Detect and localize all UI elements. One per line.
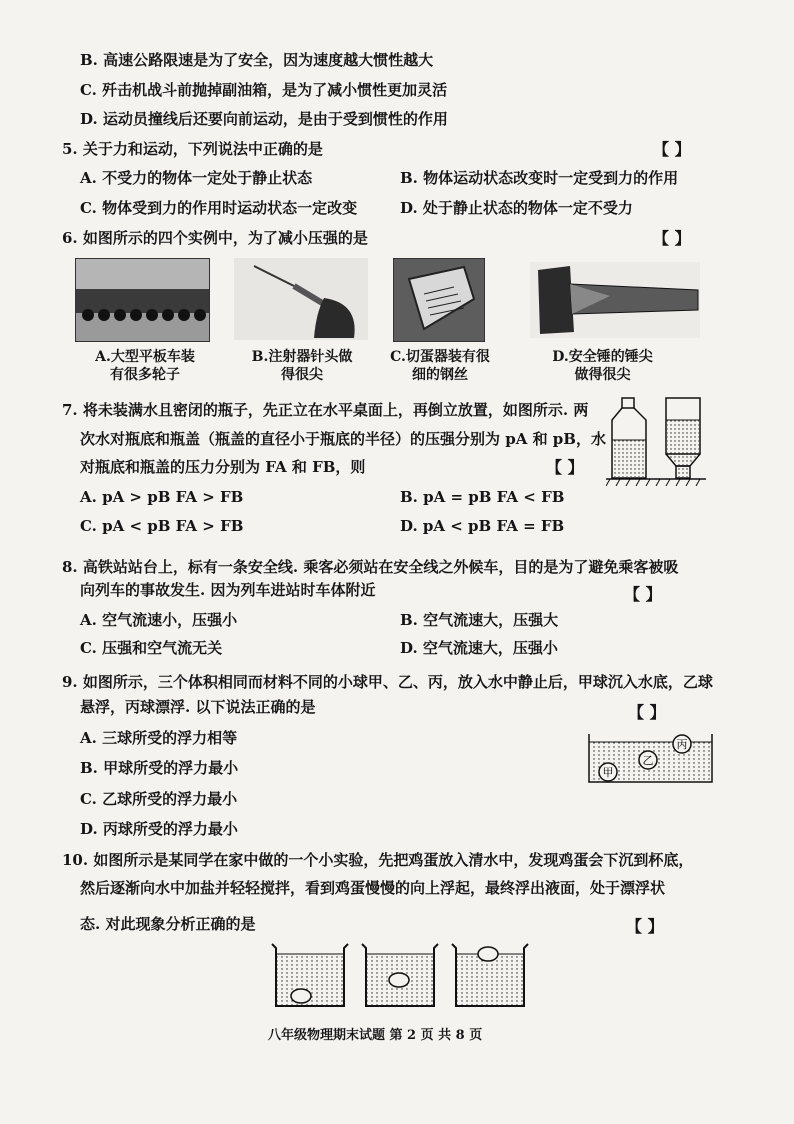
- egg-slicer-photo: [393, 258, 485, 342]
- q5-option-a: A. 不受力的物体一定处于静止状态: [80, 169, 313, 187]
- q6-caption-c: C.切蛋器装有很 细的钢丝: [390, 349, 490, 383]
- egg-floating: [478, 947, 498, 961]
- q8-option-c: C. 压强和空气流无关: [80, 639, 223, 657]
- q8-option-b: B. 空气流速大，压强大: [400, 611, 559, 629]
- egg-sunk: [291, 989, 311, 1003]
- q5-answer-bracket: 【 】: [653, 140, 691, 159]
- q5-stem: 5. 关于力和运动，下列说法中正确的是: [62, 140, 323, 158]
- q8-stem-line1: 8. 高铁站站台上，标有一条安全线. 乘客必须站在安全线之外候车，目的是为了避免乘客被吸: [62, 558, 679, 576]
- q7-answer-bracket: 【 】: [546, 458, 584, 477]
- q8-option-a: A. 空气流速小，压强小: [80, 611, 238, 629]
- q7-option-a: A. pA > pB FA > FB: [80, 488, 244, 506]
- q5-option-c: C. 物体受到力的作用时运动状态一定改变: [80, 199, 358, 217]
- q10-stem-line1: 10. 如图所示是某同学在家中做的一个小实验，先把鸡蛋放入清水中，发现鸡蛋会下沉到杯底，: [62, 851, 694, 869]
- q6-caption-a: A.大型平板车装 有很多轮子: [95, 349, 195, 383]
- safety-hammer-photo: [530, 262, 700, 338]
- q5-option-b: B. 物体运动状态改变时一定受到力的作用: [400, 169, 679, 187]
- egg-rising: [389, 973, 409, 987]
- q9-option-a: A. 三球所受的浮力相等: [80, 729, 238, 747]
- q6-stem: 6. 如图所示的四个实例中，为了减小压强的是: [62, 229, 368, 247]
- q4-option-d: D. 运动员撞线后还要向前运动，是由于受到惯性的作用: [80, 110, 448, 128]
- bottle-diagram: [606, 396, 706, 488]
- q7-option-d: D. pA < pB FA = FB: [400, 517, 565, 535]
- flatbed-truck-photo: [75, 258, 210, 342]
- q6-caption-d: D.安全锤的锤尖 做得很尖: [552, 349, 653, 383]
- svg-text:丙: 丙: [676, 738, 688, 751]
- q9-option-c: C. 乙球所受的浮力最小: [80, 790, 238, 808]
- q9-option-d: D. 丙球所受的浮力最小: [80, 820, 238, 838]
- svg-text:甲: 甲: [602, 766, 614, 779]
- q7-stem-line3: 对瓶底和瓶盖的压力分别为 FA 和 FB，则: [80, 458, 366, 476]
- q7-stem-line1: 7. 将未装满水且密闭的瓶子，先正立在水平桌面上，再倒立放置，如图所示. 两: [62, 401, 589, 419]
- q8-option-d: D. 空气流速大，压强小: [400, 639, 558, 657]
- q9-answer-bracket: 【 】: [628, 703, 666, 722]
- q7-option-b: B. pA = pB FA < FB: [400, 488, 565, 506]
- q6-answer-bracket: 【 】: [653, 229, 691, 248]
- q9-stem-line1: 9. 如图所示，三个体积相同而材料不同的小球甲、乙、丙，放入水中静止后，甲球沉入水底，乙球: [62, 673, 713, 691]
- q9-option-b: B. 甲球所受的浮力最小: [80, 759, 239, 777]
- q10-stem-line3: 态. 对此现象分析正确的是: [80, 915, 256, 933]
- q8-answer-bracket: 【 】: [624, 585, 662, 604]
- q9-stem-line2: 悬浮，丙球漂浮. 以下说法正确的是: [80, 698, 316, 716]
- q5-option-d: D. 处于静止状态的物体一定不受力: [400, 199, 633, 217]
- q7-option-c: C. pA < pB FA > FB: [80, 517, 244, 535]
- q10-stem-line2: 然后逐渐向水中加盐并轻轻搅拌，看到鸡蛋慢慢的向上浮起，最终浮出液面，处于漂浮状: [80, 879, 666, 897]
- egg-beakers-diagram: [266, 940, 536, 1010]
- q10-answer-bracket: 【 】: [626, 917, 664, 936]
- q7-stem-line2: 次水对瓶底和瓶盖（瓶盖的直径小于瓶底的半径）的压强分别为 pA 和 pB，水: [80, 430, 606, 448]
- svg-text:乙: 乙: [642, 754, 654, 767]
- q6-caption-b: B.注射器针头做 得很尖: [251, 349, 353, 383]
- three-balls-diagram: [588, 730, 714, 784]
- q4-option-c: C. 歼击机战斗前抛掉副油箱，是为了减小惯性更加灵活: [80, 81, 448, 99]
- q4-option-b: B. 高速公路限速是为了安全，因为速度越大惯性越大: [80, 51, 434, 69]
- syringe-photo: [234, 258, 368, 340]
- q8-stem-line2: 向列车的事故发生. 因为列车进站时车体附近: [80, 581, 376, 599]
- page-footer: 八年级物理期末试题 第 2 页 共 8 页: [268, 1028, 483, 1043]
